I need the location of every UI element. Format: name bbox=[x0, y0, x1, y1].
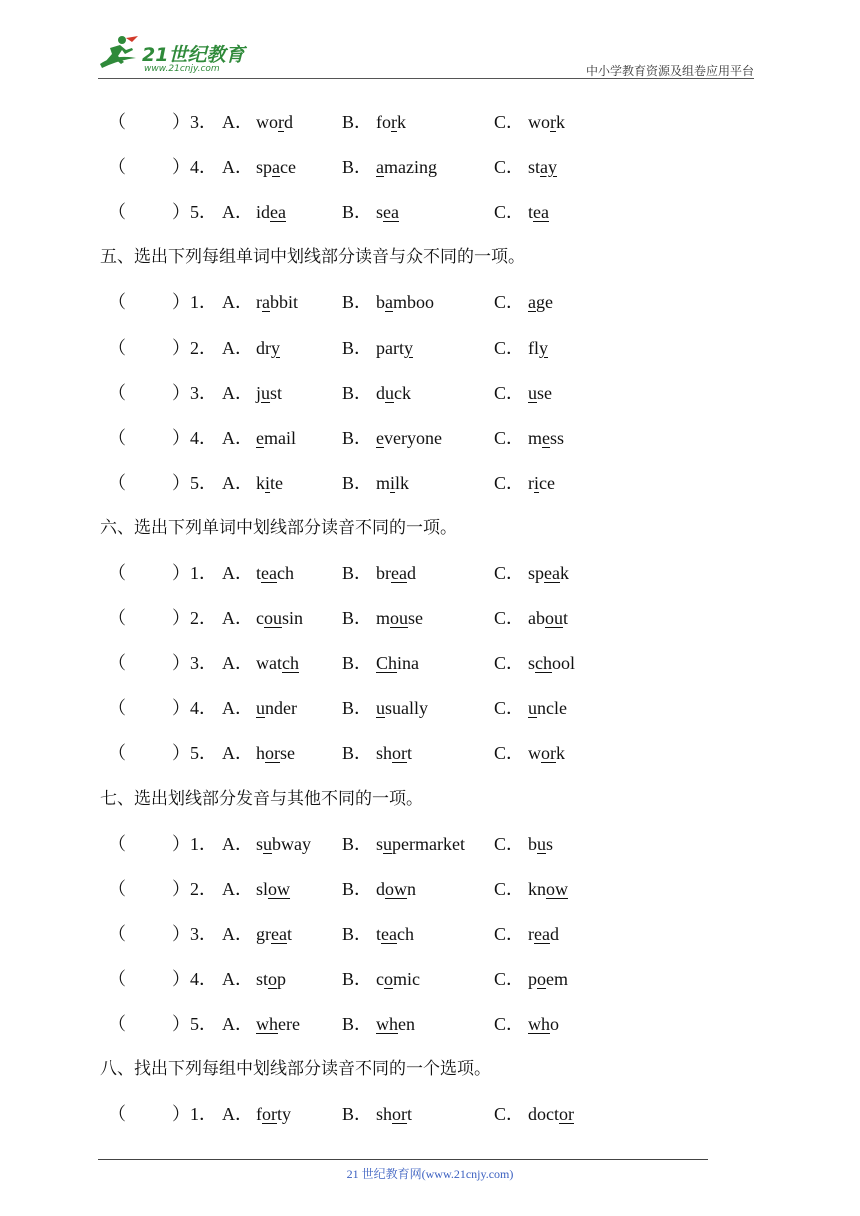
option-a-label: A． bbox=[222, 879, 253, 899]
underlined-letters: ea bbox=[261, 563, 277, 583]
question-number: 3． bbox=[190, 924, 217, 944]
paren-close: ） bbox=[172, 924, 190, 944]
option-a-label: A． bbox=[222, 428, 253, 448]
question-row bbox=[0, 1009, 860, 1039]
option-c-label: C． bbox=[494, 473, 525, 493]
option-c-word: mess bbox=[528, 428, 565, 448]
underlined-letters: i bbox=[390, 473, 396, 493]
option-b-word: China bbox=[376, 653, 420, 673]
question-number: 3． bbox=[190, 653, 217, 673]
option-c-word: poem bbox=[528, 969, 568, 989]
underlined-letters: y bbox=[403, 338, 413, 358]
question-row bbox=[0, 197, 860, 227]
option-c-label: C． bbox=[494, 338, 525, 358]
underlined-letters: or bbox=[541, 743, 556, 763]
option-a-label: A． bbox=[222, 563, 253, 583]
section-heading: 七、选出划线部分发音与其他不同的一项。 bbox=[100, 789, 423, 809]
option-b-word: comic bbox=[376, 969, 420, 989]
underlined-letters: r bbox=[550, 112, 556, 132]
option-b-label: B． bbox=[342, 292, 373, 312]
paren-close: ） bbox=[172, 473, 190, 493]
question-number: 2． bbox=[190, 879, 217, 899]
paren-close: ） bbox=[172, 608, 190, 628]
underlined-letters: u bbox=[256, 698, 265, 718]
option-c-label: C． bbox=[494, 969, 525, 989]
underlined-letters: a bbox=[376, 157, 384, 177]
option-a-word: dry bbox=[256, 338, 280, 358]
paren-close: ） bbox=[172, 743, 190, 763]
question-row bbox=[0, 378, 860, 408]
answer-blank[interactable]: （ bbox=[108, 1104, 126, 1124]
option-a-word: watch bbox=[256, 653, 299, 673]
underlined-letters: u bbox=[528, 698, 537, 718]
option-b-label: B． bbox=[342, 563, 373, 583]
question-row bbox=[0, 919, 860, 949]
option-a-label: A． bbox=[222, 834, 253, 854]
footer-divider bbox=[98, 1159, 708, 1160]
underlined-letters: ea bbox=[391, 563, 407, 583]
option-b-word: short bbox=[376, 1104, 413, 1124]
section-heading: 六、选出下列单词中划线部分读音不同的一项。 bbox=[100, 518, 457, 538]
option-a-word: word bbox=[256, 112, 293, 132]
question-number: 5． bbox=[190, 473, 217, 493]
underlined-letters: ea bbox=[534, 924, 550, 944]
answer-blank[interactable]: （ bbox=[108, 473, 126, 493]
logo-text: 21世纪教育 bbox=[142, 44, 245, 66]
paren-close: ） bbox=[172, 834, 190, 854]
underlined-letters: ea bbox=[383, 202, 399, 222]
answer-blank[interactable]: （ bbox=[108, 879, 126, 899]
question-number: 1． bbox=[190, 1104, 217, 1124]
option-b-label: B． bbox=[342, 608, 373, 628]
option-c-label: C． bbox=[494, 879, 525, 899]
option-b-word: duck bbox=[376, 383, 411, 403]
option-b-label: B． bbox=[342, 112, 373, 132]
question-row bbox=[0, 107, 860, 137]
question-number: 3． bbox=[190, 112, 217, 132]
answer-blank[interactable]: （ bbox=[108, 1014, 126, 1034]
paren-close: ） bbox=[172, 969, 190, 989]
underlined-letters: ea bbox=[270, 202, 286, 222]
option-c-word: stay bbox=[528, 157, 558, 177]
option-b-word: short bbox=[376, 743, 413, 763]
underlined-letters: u bbox=[528, 383, 537, 403]
option-c-word: school bbox=[528, 653, 576, 673]
option-c-label: C． bbox=[494, 157, 525, 177]
question-number: 5． bbox=[190, 743, 217, 763]
option-a-label: A． bbox=[222, 383, 253, 403]
option-c-word: age bbox=[528, 292, 553, 312]
underlined-letters: ch bbox=[535, 653, 553, 673]
underlined-letters: ea bbox=[544, 563, 560, 583]
paren-close: ） bbox=[172, 383, 190, 403]
option-c-label: C． bbox=[494, 834, 525, 854]
underlined-letters: or bbox=[265, 743, 280, 763]
question-row bbox=[0, 423, 860, 453]
underlined-letters: r bbox=[278, 112, 284, 132]
option-a-label: A． bbox=[222, 698, 253, 718]
paren-close: ） bbox=[172, 157, 190, 177]
option-c-label: C． bbox=[494, 924, 525, 944]
answer-blank[interactable]: （ bbox=[108, 563, 126, 583]
paren-close: ） bbox=[172, 428, 190, 448]
question-row bbox=[0, 648, 860, 678]
option-c-label: C． bbox=[494, 428, 525, 448]
question-row bbox=[0, 152, 860, 182]
option-a-word: idea bbox=[256, 202, 286, 222]
option-c-label: C． bbox=[494, 608, 525, 628]
underlined-letters: Ch bbox=[376, 653, 398, 673]
option-b-word: fork bbox=[376, 112, 406, 132]
option-a-word: forty bbox=[256, 1104, 292, 1124]
option-b-label: B． bbox=[342, 834, 373, 854]
question-row bbox=[0, 1099, 860, 1129]
option-c-label: C． bbox=[494, 698, 525, 718]
option-b-word: mouse bbox=[376, 608, 424, 628]
paren-close: ） bbox=[172, 292, 190, 312]
answer-blank[interactable]: （ bbox=[108, 608, 126, 628]
option-c-word: bus bbox=[528, 834, 554, 854]
header-divider bbox=[98, 78, 754, 79]
underlined-letters: ch bbox=[282, 653, 299, 673]
paren-close: ） bbox=[172, 698, 190, 718]
answer-blank[interactable]: （ bbox=[108, 969, 126, 989]
underlined-letters: u bbox=[261, 383, 271, 403]
question-row bbox=[0, 874, 860, 904]
option-b-label: B． bbox=[342, 743, 373, 763]
option-b-label: B． bbox=[342, 428, 373, 448]
paren-close: ） bbox=[172, 202, 190, 222]
underlined-letters: ow bbox=[546, 879, 568, 899]
question-row bbox=[0, 829, 860, 859]
underlined-letters: u bbox=[383, 834, 393, 854]
question-number: 1． bbox=[190, 292, 217, 312]
underlined-letters: a bbox=[528, 292, 536, 312]
option-c-word: read bbox=[528, 924, 559, 944]
option-a-label: A． bbox=[222, 473, 253, 493]
underlined-letters: or bbox=[262, 1104, 277, 1124]
underlined-letters: ow bbox=[385, 879, 407, 899]
underlined-letters: a bbox=[262, 292, 270, 312]
section-heading: 八、找出下列每组中划线部分读音不同的一个选项。 bbox=[100, 1059, 491, 1079]
answer-blank[interactable]: （ bbox=[108, 292, 126, 312]
option-a-label: A． bbox=[222, 338, 253, 358]
underlined-letters: o bbox=[537, 969, 546, 989]
option-c-word: tea bbox=[528, 202, 549, 222]
paren-close: ） bbox=[172, 338, 190, 358]
question-number: 2． bbox=[190, 338, 217, 358]
option-c-word: rice bbox=[528, 473, 555, 493]
option-a-word: kite bbox=[256, 473, 284, 493]
option-c-label: C． bbox=[494, 653, 525, 673]
underlined-letters: u bbox=[385, 383, 394, 403]
option-c-label: C． bbox=[494, 202, 525, 222]
option-b-word: usually bbox=[376, 698, 428, 718]
option-b-label: B． bbox=[342, 157, 373, 177]
option-c-label: C． bbox=[494, 743, 525, 763]
underlined-letters: ea bbox=[381, 924, 397, 944]
question-row bbox=[0, 333, 860, 363]
option-a-word: horse bbox=[256, 743, 295, 763]
paren-close: ） bbox=[172, 563, 190, 583]
option-b-label: B． bbox=[342, 202, 373, 222]
option-a-word: cousin bbox=[256, 608, 304, 628]
paren-close: ） bbox=[172, 653, 190, 673]
option-c-word: work bbox=[528, 112, 565, 132]
paren-close: ） bbox=[172, 1104, 190, 1124]
option-a-label: A． bbox=[222, 1014, 253, 1034]
page-header bbox=[0, 0, 860, 84]
option-a-word: teach bbox=[256, 563, 294, 583]
underlined-letters: e bbox=[256, 428, 264, 448]
underlined-letters: wh bbox=[528, 1014, 550, 1034]
option-b-label: B． bbox=[342, 924, 373, 944]
option-b-word: amazing bbox=[376, 157, 437, 177]
option-c-label: C． bbox=[494, 292, 525, 312]
option-b-word: milk bbox=[376, 473, 410, 493]
logo bbox=[96, 34, 266, 78]
option-b-label: B． bbox=[342, 383, 373, 403]
option-c-word: fly bbox=[528, 338, 548, 358]
option-c-word: about bbox=[528, 608, 569, 628]
option-b-word: supermarket bbox=[376, 834, 465, 854]
paren-close: ） bbox=[172, 879, 190, 899]
option-b-word: when bbox=[376, 1014, 415, 1034]
option-b-word: bread bbox=[376, 563, 416, 583]
underlined-letters: i bbox=[265, 473, 271, 493]
question-row bbox=[0, 964, 860, 994]
question-number: 3． bbox=[190, 383, 217, 403]
paren-close: ） bbox=[172, 112, 190, 132]
option-c-label: C． bbox=[494, 1104, 525, 1124]
underlined-letters: o bbox=[384, 969, 393, 989]
option-c-word: doctor bbox=[528, 1104, 574, 1124]
option-a-word: slow bbox=[256, 879, 291, 899]
option-b-word: everyone bbox=[376, 428, 442, 448]
underlined-letters: u bbox=[376, 698, 385, 718]
option-a-label: A． bbox=[222, 924, 253, 944]
question-number: 2． bbox=[190, 608, 217, 628]
underlined-letters: r bbox=[391, 112, 397, 132]
paren-close: ） bbox=[172, 1014, 190, 1034]
underlined-letters: wh bbox=[376, 1014, 398, 1034]
option-b-word: down bbox=[376, 879, 416, 899]
answer-blank[interactable]: （ bbox=[108, 383, 126, 403]
option-b-word: bamboo bbox=[376, 292, 435, 312]
option-a-label: A． bbox=[222, 743, 253, 763]
option-a-word: subway bbox=[256, 834, 312, 854]
underlined-letters: ay bbox=[540, 157, 558, 177]
option-c-word: know bbox=[528, 879, 568, 899]
underlined-letters: y bbox=[539, 338, 548, 358]
underlined-letters: a bbox=[385, 292, 393, 312]
option-c-label: C． bbox=[494, 112, 525, 132]
underlined-letters: ow bbox=[268, 879, 291, 899]
question-number: 4． bbox=[190, 157, 217, 177]
question-row bbox=[0, 287, 860, 317]
option-b-label: B． bbox=[342, 338, 373, 358]
answer-blank[interactable]: （ bbox=[108, 202, 126, 222]
option-a-word: just bbox=[256, 383, 283, 403]
question-row bbox=[0, 468, 860, 498]
answer-blank[interactable]: （ bbox=[108, 112, 126, 132]
option-a-word: where bbox=[256, 1014, 300, 1034]
answer-blank[interactable]: （ bbox=[108, 428, 126, 448]
underlined-letters: e bbox=[376, 428, 384, 448]
option-c-label: C． bbox=[494, 1014, 525, 1034]
platform-name: 中小学教育资源及组卷应用平台 bbox=[585, 64, 754, 78]
option-a-word: great bbox=[256, 924, 292, 944]
question-number: 5． bbox=[190, 1014, 217, 1034]
question-number: 4． bbox=[190, 428, 217, 448]
option-a-word: stop bbox=[256, 969, 287, 989]
option-b-label: B． bbox=[342, 698, 373, 718]
question-row bbox=[0, 603, 860, 633]
footer-text: 21 世纪教育网(www.21cnjy.com) bbox=[346, 1167, 514, 1181]
option-a-label: A． bbox=[222, 969, 253, 989]
option-b-label: B． bbox=[342, 653, 373, 673]
underlined-letters: ou bbox=[545, 608, 563, 628]
option-c-word: work bbox=[528, 743, 565, 763]
underlined-letters: a bbox=[272, 157, 281, 177]
option-c-label: C． bbox=[494, 563, 525, 583]
option-b-label: B． bbox=[342, 1014, 373, 1034]
underlined-letters: y bbox=[271, 338, 280, 358]
option-a-label: A． bbox=[222, 1104, 253, 1124]
answer-blank[interactable]: （ bbox=[108, 834, 126, 854]
question-number: 5． bbox=[190, 202, 217, 222]
underlined-letters: u bbox=[263, 834, 273, 854]
question-number: 1． bbox=[190, 834, 217, 854]
answer-blank[interactable]: （ bbox=[108, 157, 126, 177]
underlined-letters: ea bbox=[533, 202, 549, 222]
option-a-label: A． bbox=[222, 202, 253, 222]
option-a-word: rabbit bbox=[256, 292, 299, 312]
option-a-word: space bbox=[256, 157, 296, 177]
option-a-label: A． bbox=[222, 608, 253, 628]
underlined-letters: or bbox=[392, 1104, 408, 1124]
question-row bbox=[0, 693, 860, 723]
option-b-word: teach bbox=[376, 924, 414, 944]
section-heading: 五、选出下列每组单词中划线部分读音与众不同的一项。 bbox=[100, 247, 525, 267]
underlined-letters: u bbox=[537, 834, 546, 854]
option-c-word: speak bbox=[528, 563, 569, 583]
question-number: 1． bbox=[190, 563, 217, 583]
underlined-letters: ou bbox=[390, 608, 409, 628]
question-number: 4． bbox=[190, 698, 217, 718]
option-a-word: under bbox=[256, 698, 297, 718]
runner-logo-icon bbox=[96, 34, 142, 74]
option-b-label: B． bbox=[342, 969, 373, 989]
underlined-letters: e bbox=[542, 428, 551, 448]
underlined-letters: o bbox=[268, 969, 278, 989]
question-row bbox=[0, 738, 860, 768]
option-c-word: uncle bbox=[528, 698, 567, 718]
underlined-letters: i bbox=[534, 473, 540, 493]
underlined-letters: ou bbox=[264, 608, 282, 628]
option-c-word: use bbox=[528, 383, 552, 403]
option-b-label: B． bbox=[342, 879, 373, 899]
option-a-label: A． bbox=[222, 653, 253, 673]
option-b-word: party bbox=[376, 338, 413, 358]
answer-blank[interactable]: （ bbox=[108, 743, 126, 763]
option-b-label: B． bbox=[342, 1104, 373, 1124]
answer-blank[interactable]: （ bbox=[108, 653, 126, 673]
option-c-label: C． bbox=[494, 383, 525, 403]
answer-blank[interactable]: （ bbox=[108, 338, 126, 358]
answer-blank[interactable]: （ bbox=[108, 924, 126, 944]
answer-blank[interactable]: （ bbox=[108, 698, 126, 718]
underlined-letters: or bbox=[392, 743, 408, 763]
option-a-label: A． bbox=[222, 292, 253, 312]
option-b-word: sea bbox=[376, 202, 399, 222]
question-row bbox=[0, 558, 860, 588]
question-number: 4． bbox=[190, 969, 217, 989]
underlined-letters: ea bbox=[271, 924, 287, 944]
option-a-word: email bbox=[256, 428, 296, 448]
underlined-letters: or bbox=[559, 1104, 574, 1124]
underlined-letters: wh bbox=[256, 1014, 278, 1034]
option-a-label: A． bbox=[222, 112, 253, 132]
logo-url: www.21cnjy.com bbox=[144, 64, 220, 74]
option-b-label: B． bbox=[342, 473, 373, 493]
option-c-word: who bbox=[528, 1014, 559, 1034]
option-a-label: A． bbox=[222, 157, 253, 177]
